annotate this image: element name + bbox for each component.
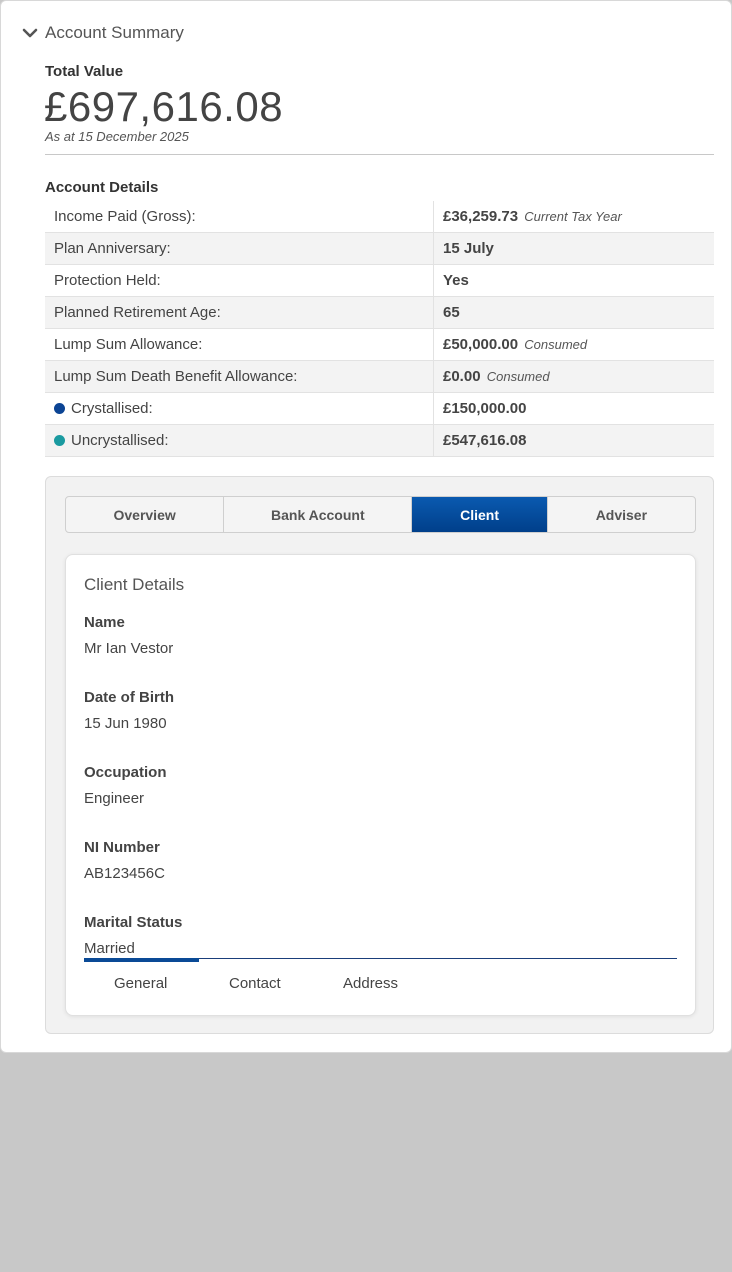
crystallised-value: £150,000.00 [434,393,715,425]
total-value-label: Total Value [45,63,124,80]
table-row [45,297,714,329]
client-details-card [65,554,696,1016]
crystallised-label-cell [45,393,434,425]
protection-held-label: Protection Held: [45,265,434,297]
as-at-date: As at 15 December 2025 [45,129,189,144]
income-paid-cell [434,201,715,233]
dob-label: Date of Birth [84,689,174,706]
tab-adviser[interactable]: Adviser [595,506,648,523]
uncrystallised-label-cell [45,425,434,457]
uncrystallised-value: £547,616.08 [434,425,715,457]
table-row [45,201,714,233]
table-row [45,233,714,265]
tab-client[interactable]: Client [412,497,547,532]
marital-status-label: Marital Status [84,914,183,931]
lump-sum-allowance-cell [434,329,715,361]
income-paid-value: £36,259.73 [443,208,519,225]
total-value: £697,616.08 [44,83,284,130]
ni-number-value: AB123456C [84,865,165,882]
ni-number-label: NI Number [84,839,160,856]
subtab-general[interactable]: General [114,975,168,992]
name-label: Name [84,614,125,631]
dob-value: 15 Jun 1980 [84,715,167,732]
table-row [45,361,714,393]
plan-anniversary-label: Plan Anniversary: [45,233,434,265]
retirement-age-label: Planned Retirement Age: [45,297,434,329]
death-benefit-allowance-note: Consumed [486,369,550,384]
divider [45,154,714,155]
death-benefit-allowance-cell [434,361,715,393]
details-panel [45,476,714,1034]
details-tabs [65,496,696,533]
tab-bank-account[interactable]: Bank Account [224,497,412,532]
subtab-address[interactable]: Address [343,975,399,992]
chevron-down-icon [21,24,39,42]
name-value: Mr Ian Vestor [84,640,174,657]
occupation-label: Occupation [84,764,167,781]
income-paid-note: Current Tax Year [524,209,622,224]
lump-sum-allowance-value: £50,000.00 [443,336,519,353]
lump-sum-allowance-note: Consumed [524,337,588,352]
retirement-age-value: 65 [434,297,715,329]
marital-status-value: Married [84,940,135,957]
crystallised-dot-icon [54,403,65,414]
occupation-value: Engineer [84,790,145,807]
uncrystallised-label: Uncrystallised: [71,432,169,449]
table-row [45,393,714,425]
protection-held-value: Yes [434,265,715,297]
lump-sum-allowance-label: Lump Sum Allowance: [45,329,434,361]
account-summary-toggle[interactable] [21,21,184,45]
death-benefit-allowance-label: Lump Sum Death Benefit Allowance: [45,361,434,393]
income-paid-label: Income Paid (Gross): [45,201,434,233]
account-details-table [45,201,714,457]
uncrystallised-dot-icon [54,435,65,446]
table-row [45,329,714,361]
subtab-contact[interactable]: Contact [229,975,281,992]
table-row [45,265,714,297]
table-row [45,425,714,457]
client-details-title: Client Details [84,575,185,594]
death-benefit-allowance-value: £0.00 [443,368,481,385]
crystallised-label: Crystallised: [71,400,153,417]
account-summary-title: Account Summary [45,23,184,42]
plan-anniversary-value: 15 July [434,233,715,265]
tab-overview[interactable]: Overview [66,497,224,532]
subtab-active-indicator [84,958,199,962]
account-details-title: Account Details [45,179,159,196]
